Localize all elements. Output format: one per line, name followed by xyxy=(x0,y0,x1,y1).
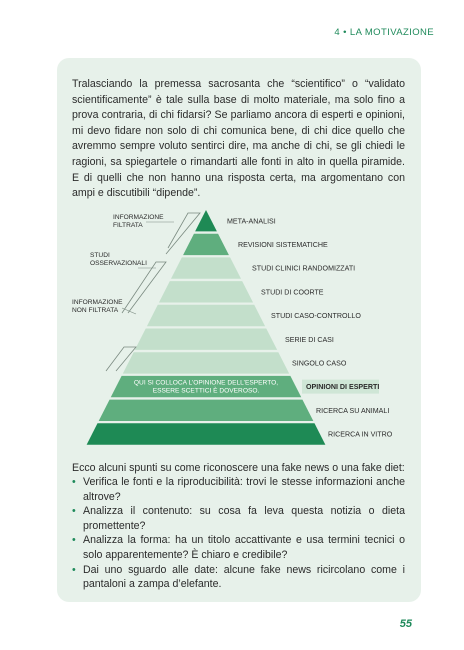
pyramid-level-label: REVISIONI SISTEMATICHE xyxy=(238,241,328,249)
pyramid-group-label: FILTRATA xyxy=(113,222,143,229)
tip-item: • Analizza il contenuto: su cosa fa leva questa notizia o dieta promettente? xyxy=(72,504,405,533)
pyramid-level-label: RICERCA SU ANIMALI xyxy=(316,406,390,415)
intro-paragraph: Tralasciando la premessa sacrosanta che “scientifico” o “validato scientificamente” è tale sulla base di molto materiale, ma solo fino a prova contraria, di chi fidarsi? Se parliamo ancora di esperti e opinioni, mi devo fidare non solo di chi comunica bene, di chi dice quello che avremmo sempre voluto sentirci dire, ma anche di chi, se gli chiedi le ragioni, sa spiegartele o rimandarti alle fonti in alto in quella piramide. E di quelli che non hanno una risposta certa, ma argomentano con ampi e discutibili “dipende”. xyxy=(72,78,405,200)
pyramid-group-label: NON FILTRATA xyxy=(72,307,119,314)
tip-item: • Analizza la forma: ha un titolo accattivante e usa termini tecnici o solo apparentemente? È chiaro e credibile? xyxy=(72,533,405,562)
group-leader-line xyxy=(122,308,136,314)
pyramid-band xyxy=(171,257,241,278)
tips-title: Ecco alcuni spunti su come riconoscere una fake news o una fake diet: xyxy=(72,462,405,474)
pyramid-group-label: OSSERVAZIONALI xyxy=(90,260,147,267)
pyramid-level-label: RICERCA IN VITRO xyxy=(328,430,393,439)
pyramid-group-labels xyxy=(72,214,164,314)
pyramid-level-label: SINGOLO CASO xyxy=(292,359,347,368)
expert-note-line: QUI SI COLLOCA L’OPINIONE DELL’ESPERTO, xyxy=(133,379,279,387)
pyramid-group-label: INFORMAZIONE xyxy=(72,299,123,306)
tip-item: • Verifica le fonti e la riproducibilità: trovi le stesse informazioni anche altrove? xyxy=(72,475,405,504)
pyramid-level-label: META-ANALISI xyxy=(227,217,276,226)
tips-list xyxy=(72,475,405,592)
pyramid-band xyxy=(99,400,314,421)
pyramid-level-label: STUDI CASO-CONTROLLO xyxy=(271,312,361,321)
pyramid-level-label: OPINIONI DI ESPERTI xyxy=(306,383,380,392)
pyramid-band xyxy=(123,352,289,373)
pyramid-band xyxy=(135,329,277,350)
tip-item: • Dai uno sguardo alle date: alcune fake news ricircolano come i pantaloni a zampa d’elefante. xyxy=(72,563,405,592)
pyramid-group-label: STUDI xyxy=(90,252,110,259)
page-number: 55 xyxy=(399,618,412,630)
pyramid-group-label: INFORMAZIONE xyxy=(113,214,164,221)
pyramid-level-label: SERIE DI CASI xyxy=(285,335,334,344)
chapter-header: 4 • LA MOTIVAZIONE xyxy=(334,27,434,38)
pyramid-band xyxy=(183,234,229,255)
pyramid-band xyxy=(87,423,326,444)
pyramid-band xyxy=(147,305,265,326)
pyramid-level-label: STUDI CLINICI RANDOMIZZATI xyxy=(252,264,356,273)
pyramid-band xyxy=(159,281,253,302)
expert-note-line: ESSERE SCETTICI È DOVEROSO. xyxy=(152,387,260,395)
expert-note xyxy=(134,379,278,394)
pyramid-level-label: STUDI DI COORTE xyxy=(261,288,324,297)
